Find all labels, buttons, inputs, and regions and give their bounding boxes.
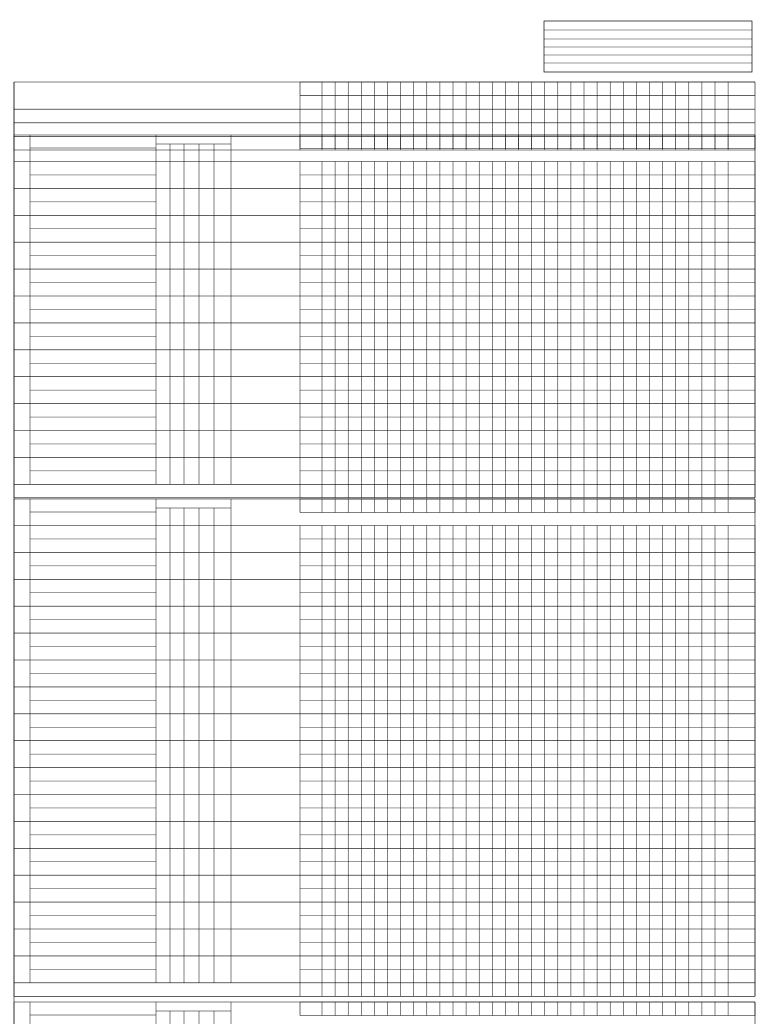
summary-box [544,21,752,72]
